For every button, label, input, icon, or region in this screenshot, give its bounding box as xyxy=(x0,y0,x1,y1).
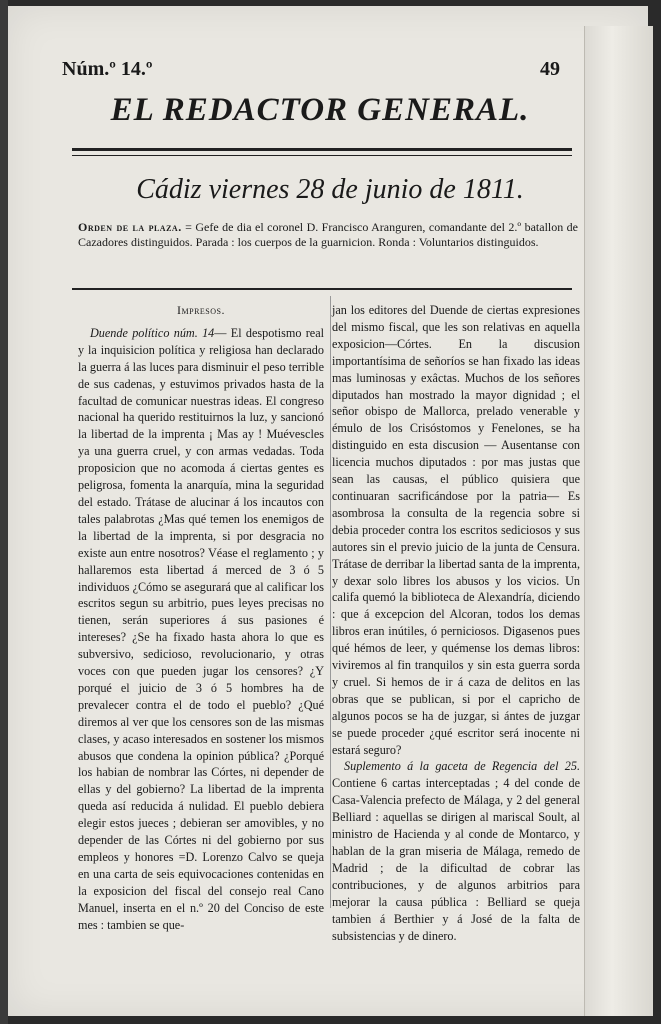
section-heading: Impresos. xyxy=(177,303,225,317)
masthead-title: EL REDACTOR GENERAL. xyxy=(110,92,530,128)
column-divider xyxy=(330,296,331,908)
masthead-rule-thick xyxy=(72,148,572,151)
article-supplement xyxy=(332,758,580,944)
column-right xyxy=(332,302,580,944)
orden-text: = Gefe de dia el coronel D. Francisco Aranguren, comandante del 2.º batallon de Cazadores distinguidos. Parada : los cuerpos de la guarnicion. Ronda : Voluntarios distinguidos. xyxy=(78,220,579,249)
column-left xyxy=(78,302,324,934)
supplement-body: Contiene 6 cartas interceptadas ; 4 del conde de Casa-Valencia prefecto de Málaga, y 2 del general Belliard : aquellas se dirigen al mariscal Soult, al ministro de Hacienda y al conde de Montarco, y hablan de la gran miseria de Málaga, remedo de Madrid ; de la dificultad de cobrar las contribuciones, y de algunos arbitrios para mejorar la causa pública : Belliard se queja tambien á Berthier y á José de la falta de subsistencias y de dinero. xyxy=(332,776,580,943)
page-number: 49 xyxy=(540,58,560,80)
scan-edge xyxy=(0,0,8,1024)
orden-label: Orden de la plaza. xyxy=(78,220,182,234)
article-duende xyxy=(78,325,324,934)
issue-number: Núm.º 14.º xyxy=(62,58,153,80)
article-body: — El despotismo real y la inquisicion política y religiosa han declarado la guerra á las luces para disminuir el peso terrible de sus cadenas, y estuvimos privados hasta de la facultad de comunicar nuestras ideas. El congreso nacional ha querido restituirnos la luz, y sancionó la libertad de la imprenta ¡ Mas ay ! Muévescles ya una guerra cruel, y con armas vedadas. Toda proposicion que no acomoda á ciertas gentes es peligrosa, fomenta la anarquía, mina la seguridad del estado. Trátase de alucinar á los incautos con tales palabrotas ¿Mas qué temen los enemigos de la libertad de la imprenta, si por desgracia no existe aun entre nosotros? Véase el reglamento ; y hallaremos esta libertad á merced de 3 ó 5 individuos ¿Cómo se asegurará que al calificar los escritos segun su arbitrio, pues leyes precisas no tienen, serán superiores á sus pasiones é intereses? ¿Se ha fixado hasta ahora lo que es subversivo, sedicioso, revolucionario, y otras voces con que pueden jugar los censores? ¿Y porqué el juicio de 3 ó 5 hombres ha de prevalecer contra el de todo el pueblo? ¿Qué diremos al ver que los censores son de las mismas clases, y acaso interesados en sostener los mismos abusos que condena la opinion pública? ¿Porqué los habian de nombrar las Córtes, ni depender de ellas y del gobierno? La libertad de la imprenta queda así reducida á nulidad. El pueblo debiera elegir estos jueces ; debieran ser amovibles, y no depender de las Córtes ni del gobierno por sus empleos y honores =D. Lorenzo Calvo se queja en una carta de seis equivocaciones contenidas en la exposicion del fiscal del consejo real Cano Manuel, inserta en el n.º 20 del Conciso de este mes : tambien se que- xyxy=(78,325,324,932)
article-lead: Duende político núm. 14 xyxy=(90,325,215,340)
section-rule xyxy=(72,288,572,290)
orden-de-la-plaza xyxy=(78,220,578,250)
dateline: Cádiz viernes 28 de junio de 1811. xyxy=(136,174,524,205)
supplement-lead: Suplemento á la gaceta de Regencia del 25. xyxy=(344,759,580,774)
masthead-rule-thin xyxy=(72,155,572,156)
article-continued: jan los editores del Duende de ciertas expresiones del mismo fiscal, que les son relativas en aquella exposicion—Córtes. En la discusion importantísima de señoríos se han fixado las ideas mas luminosas y exâctas. Muchos de los señores diputados han mostrado la mayor dignidad ; el señor obispo de Mallorca, prelado venerable y émulo de los Crisóstomos y Fenelones, se ha distinguido en esta discusion — Ausentanse con licencia muchos diputados : por mas justas que sean las causas, el público quisiera que continuaran sacrificándose por la patria— Es asombrosa la consulta de la regencia sobre si debia proceder contra los escritos sediciosos y sus autores sin el previo juicio de la junta de Censura. Trátase de derribar la libertad santa de la imprenta, y dexar solo libres los abusos y los vicios. Un califa quemó la biblioteca de Alexandría, diciendo : que á excepcion del Alcoran, todos los demas libros eran inútiles, ó perniciosos. Digasenos pues qué hémos de leer, y quémense los demas libros: viviremos al fin tranquilos y sin esta guerra sorda y cruel. Si hemos de ir á caza de delitos en las obras que se publican, si por el capricho de algunos pocos se ha de juzgar, si ántes de juzgar se puede proceder ¿qué escritor será inocente ni estará seguro? xyxy=(332,303,580,757)
